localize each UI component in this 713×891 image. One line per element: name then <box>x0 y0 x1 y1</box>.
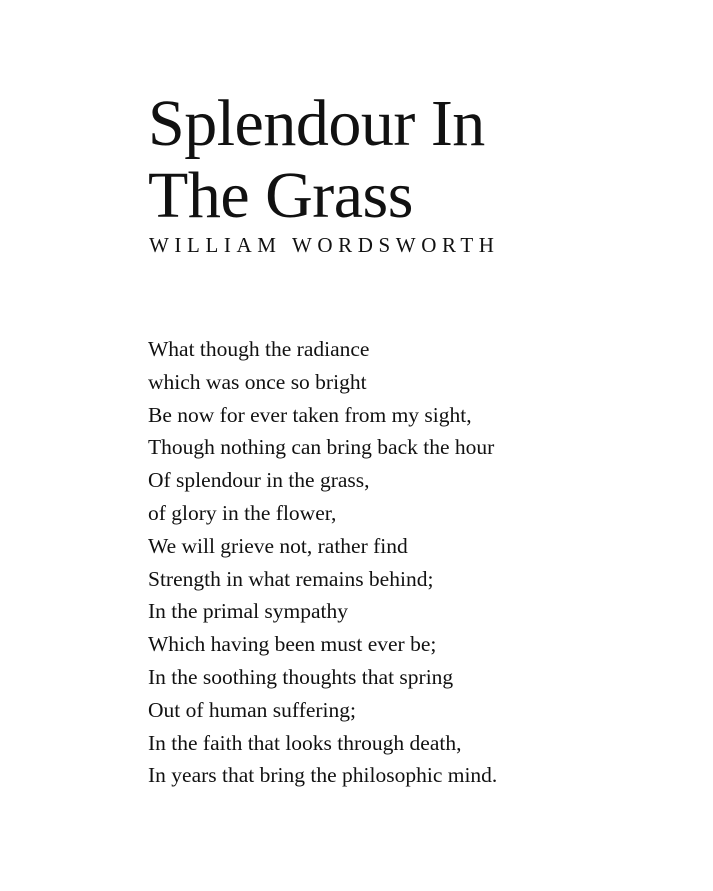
poem-line: Which having been must ever be; <box>148 632 437 657</box>
poem-line: Of splendour in the grass, <box>148 468 370 493</box>
poem-line: Out of human suffering; <box>148 697 356 722</box>
poem-line: Strength in what remains behind; <box>148 566 434 591</box>
poem-body <box>148 333 497 792</box>
poem-line: In the faith that looks through death, <box>148 730 462 755</box>
poem-line: Though nothing can bring back the hour <box>148 435 495 460</box>
poem-line: We will grieve not, rather find <box>148 533 408 558</box>
poem-line: What though the radiance <box>148 337 370 361</box>
poem-line: which was once so bright <box>148 369 367 394</box>
poem-title <box>148 88 485 232</box>
poem-title-line-1: Splendour In <box>148 87 485 160</box>
poem-line: of glory in the flower, <box>148 500 337 525</box>
poem-author: WILLIAM WORDSWORTH <box>149 233 500 257</box>
poem-line: Be now for ever taken from my sight, <box>148 402 472 427</box>
poem-line: In the soothing thoughts that spring <box>148 664 454 689</box>
poem-line: In years that bring the philosophic mind. <box>148 763 498 788</box>
poem-title-line-2: The Grass <box>148 159 413 232</box>
poem-line: In the primal sympathy <box>148 599 349 624</box>
